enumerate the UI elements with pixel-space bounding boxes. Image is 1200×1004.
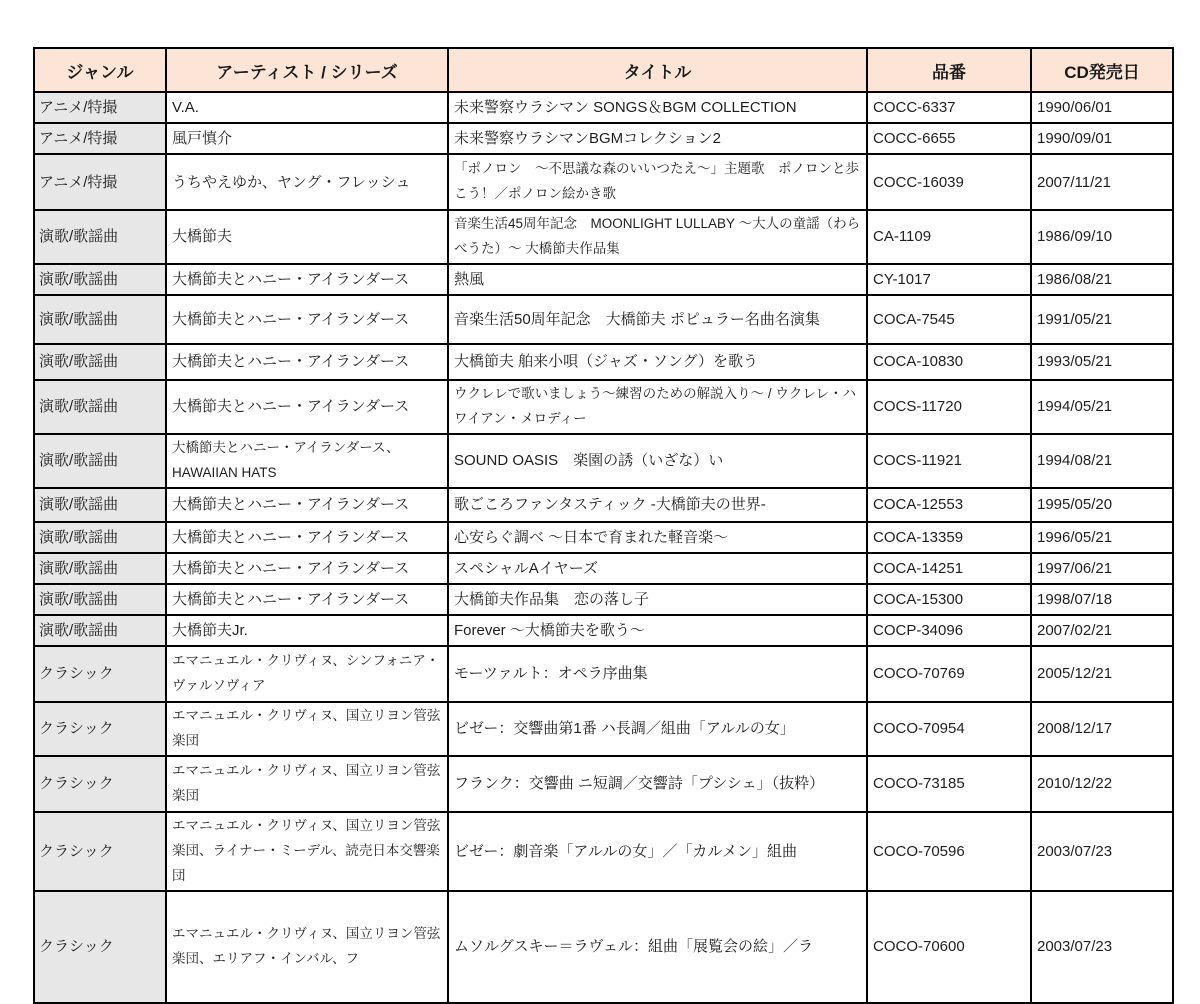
genre-cell: 演歌/歌謡曲 — [34, 434, 166, 488]
artist-cell: 大橋節夫とハニー・アイランダース — [166, 488, 448, 522]
title-cell: Forever ～大橋節夫を歌う～ — [448, 615, 867, 646]
release-cell: 2007/02/21 — [1031, 615, 1173, 646]
title-cell: ウクレレで歌いましょう～練習のための解説入り～ / ウクレレ・ハワイアン・メロディー — [448, 380, 867, 434]
catalog-cell: COCS-11720 — [867, 380, 1031, 434]
table-row — [34, 812, 1173, 891]
table-row — [34, 488, 1173, 522]
artist-cell: エマニュエル・クリヴィヌ、国立リヨン管弦楽団 — [166, 702, 448, 756]
cd-discography-table — [33, 47, 1174, 1004]
genre-cell: 演歌/歌謡曲 — [34, 295, 166, 344]
column-header-release: CD発売日 — [1031, 48, 1173, 92]
title-cell: 大橋節夫 舶来小唄（ジャズ・ソング）を歌う — [448, 344, 867, 380]
catalog-cell: COCC-6655 — [867, 123, 1031, 154]
title-cell: モーツァルト：オペラ序曲集 — [448, 646, 867, 702]
catalog-cell: COCO-73185 — [867, 756, 1031, 812]
artist-cell: 大橋節夫とハニー・アイランダース — [166, 344, 448, 380]
release-cell: 1991/05/21 — [1031, 295, 1173, 344]
artist-cell: 大橋節夫とハニー・アイランダース — [166, 553, 448, 584]
table-body — [34, 92, 1173, 1003]
catalog-cell: COCC-16039 — [867, 154, 1031, 210]
release-cell: 1993/05/21 — [1031, 344, 1173, 380]
genre-cell: 演歌/歌謡曲 — [34, 522, 166, 553]
catalog-cell: COCC-6337 — [867, 92, 1031, 123]
artist-cell: エマニュエル・クリヴィヌ、国立リヨン管弦楽団、エリアフ・インバル、フ — [166, 891, 448, 1003]
genre-cell: アニメ/特撮 — [34, 92, 166, 123]
table-header — [34, 48, 1173, 92]
column-header-title: タイトル — [448, 48, 867, 92]
release-cell: 1994/08/21 — [1031, 434, 1173, 488]
release-cell: 1990/06/01 — [1031, 92, 1173, 123]
release-cell: 2003/07/23 — [1031, 812, 1173, 891]
table-row — [34, 646, 1173, 702]
table-row — [34, 891, 1173, 1003]
artist-cell: うちやえゆか、ヤング・フレッシュ — [166, 154, 448, 210]
catalog-cell: COCA-15300 — [867, 584, 1031, 615]
artist-cell: 大橋節夫 — [166, 210, 448, 264]
genre-cell: 演歌/歌謡曲 — [34, 264, 166, 295]
genre-cell: 演歌/歌謡曲 — [34, 553, 166, 584]
table-row — [34, 123, 1173, 154]
table-row — [34, 584, 1173, 615]
catalog-cell: COCS-11921 — [867, 434, 1031, 488]
table-row — [34, 210, 1173, 264]
column-header-genre: ジャンル — [34, 48, 166, 92]
table-row — [34, 434, 1173, 488]
column-header-artist: アーティスト / シリーズ — [166, 48, 448, 92]
header-row — [34, 48, 1173, 92]
release-cell: 1990/09/01 — [1031, 123, 1173, 154]
artist-cell: 大橋節夫とハニー・アイランダース — [166, 380, 448, 434]
catalog-cell: COCA-12553 — [867, 488, 1031, 522]
table-row — [34, 553, 1173, 584]
genre-cell: クラシック — [34, 702, 166, 756]
genre-cell: アニメ/特撮 — [34, 123, 166, 154]
artist-cell: 大橋節夫とハニー・アイランダース — [166, 295, 448, 344]
title-cell: 音楽生活45周年記念 MOONLIGHT LULLABY ～大人の童謡（わらべうた）～ 大橋節夫作品集 — [448, 210, 867, 264]
catalog-cell: COCO-70600 — [867, 891, 1031, 1003]
title-cell: 心安らぐ調べ ～日本で育まれた軽音楽～ — [448, 522, 867, 553]
catalog-cell: CA-1109 — [867, 210, 1031, 264]
genre-cell: 演歌/歌謡曲 — [34, 344, 166, 380]
release-cell: 2003/07/23 — [1031, 891, 1173, 1003]
release-cell: 2008/12/17 — [1031, 702, 1173, 756]
release-cell: 1994/05/21 — [1031, 380, 1173, 434]
artist-cell: 大橋節夫とハニー・アイランダース — [166, 584, 448, 615]
catalog-cell: COCO-70596 — [867, 812, 1031, 891]
release-cell: 2007/11/21 — [1031, 154, 1173, 210]
title-cell: ビゼー：交響曲第1番 ハ長調／組曲「アルルの女」 — [448, 702, 867, 756]
table-row — [34, 295, 1173, 344]
catalog-cell: COCA-7545 — [867, 295, 1031, 344]
genre-cell: クラシック — [34, 756, 166, 812]
table-row — [34, 380, 1173, 434]
title-cell: スペシャルAイヤーズ — [448, 553, 867, 584]
title-cell: 熱風 — [448, 264, 867, 295]
genre-cell: 演歌/歌謡曲 — [34, 210, 166, 264]
release-cell: 1986/09/10 — [1031, 210, 1173, 264]
catalog-cell: COCO-70769 — [867, 646, 1031, 702]
title-cell: ムソルグスキー＝ラヴェル：組曲「展覧会の絵」／ラ — [448, 891, 867, 1003]
title-cell: 音楽生活50周年記念 大橋節夫 ポピュラー名曲名演集 — [448, 295, 867, 344]
release-cell: 1995/05/20 — [1031, 488, 1173, 522]
catalog-cell: COCP-34096 — [867, 615, 1031, 646]
table-row — [34, 702, 1173, 756]
title-cell: ビゼー：劇音楽「アルルの女」／「カルメン」組曲 — [448, 812, 867, 891]
artist-cell: エマニュエル・クリヴィヌ、国立リヨン管弦楽団、ライナー・ミーデル、読売日本交響楽団 — [166, 812, 448, 891]
release-cell: 1996/05/21 — [1031, 522, 1173, 553]
title-cell: フランク：交響曲 ニ短調／交響詩「プシシェ」（抜粋） — [448, 756, 867, 812]
catalog-cell: COCA-13359 — [867, 522, 1031, 553]
artist-cell: 大橋節夫とハニー・アイランダース — [166, 522, 448, 553]
table-row — [34, 756, 1173, 812]
genre-cell: 演歌/歌謡曲 — [34, 584, 166, 615]
title-cell: SOUND OASIS 楽園の誘（いざな）い — [448, 434, 867, 488]
title-cell: 未来警察ウラシマンBGMコレクション2 — [448, 123, 867, 154]
table-row — [34, 92, 1173, 123]
genre-cell: クラシック — [34, 812, 166, 891]
table-row — [34, 154, 1173, 210]
release-cell: 1986/08/21 — [1031, 264, 1173, 295]
artist-cell: 大橋節夫とハニー・アイランダース、HAWAIIAN HATS — [166, 434, 448, 488]
catalog-cell: COCO-70954 — [867, 702, 1031, 756]
catalog-cell: COCA-10830 — [867, 344, 1031, 380]
artist-cell: V.A. — [166, 92, 448, 123]
artist-cell: 大橋節夫Jr. — [166, 615, 448, 646]
genre-cell: アニメ/特撮 — [34, 154, 166, 210]
title-cell: 歌ごころファンタスティック -大橋節夫の世界- — [448, 488, 867, 522]
release-cell: 2005/12/21 — [1031, 646, 1173, 702]
catalog-cell: COCA-14251 — [867, 553, 1031, 584]
artist-cell: 風戸慎介 — [166, 123, 448, 154]
title-cell: 「ポノロン ～不思議な森のいいつたえ～」主題歌 ポノロンと歩こう！／ポノロン絵かき歌 — [448, 154, 867, 210]
release-cell: 2010/12/22 — [1031, 756, 1173, 812]
release-cell: 1998/07/18 — [1031, 584, 1173, 615]
table-row — [34, 522, 1173, 553]
genre-cell: クラシック — [34, 891, 166, 1003]
title-cell: 大橋節夫作品集 恋の落し子 — [448, 584, 867, 615]
genre-cell: 演歌/歌謡曲 — [34, 615, 166, 646]
artist-cell: エマニュエル・クリヴィヌ、シンフォニア・ヴァルソヴィア — [166, 646, 448, 702]
column-header-catalog: 品番 — [867, 48, 1031, 92]
table-row — [34, 264, 1173, 295]
title-cell: 未来警察ウラシマン SONGS＆BGM COLLECTION — [448, 92, 867, 123]
genre-cell: 演歌/歌謡曲 — [34, 488, 166, 522]
artist-cell: 大橋節夫とハニー・アイランダース — [166, 264, 448, 295]
release-cell: 1997/06/21 — [1031, 553, 1173, 584]
table-row — [34, 344, 1173, 380]
table-row — [34, 615, 1173, 646]
catalog-cell: CY-1017 — [867, 264, 1031, 295]
artist-cell: エマニュエル・クリヴィヌ、国立リヨン管弦楽団 — [166, 756, 448, 812]
genre-cell: 演歌/歌謡曲 — [34, 380, 166, 434]
genre-cell: クラシック — [34, 646, 166, 702]
